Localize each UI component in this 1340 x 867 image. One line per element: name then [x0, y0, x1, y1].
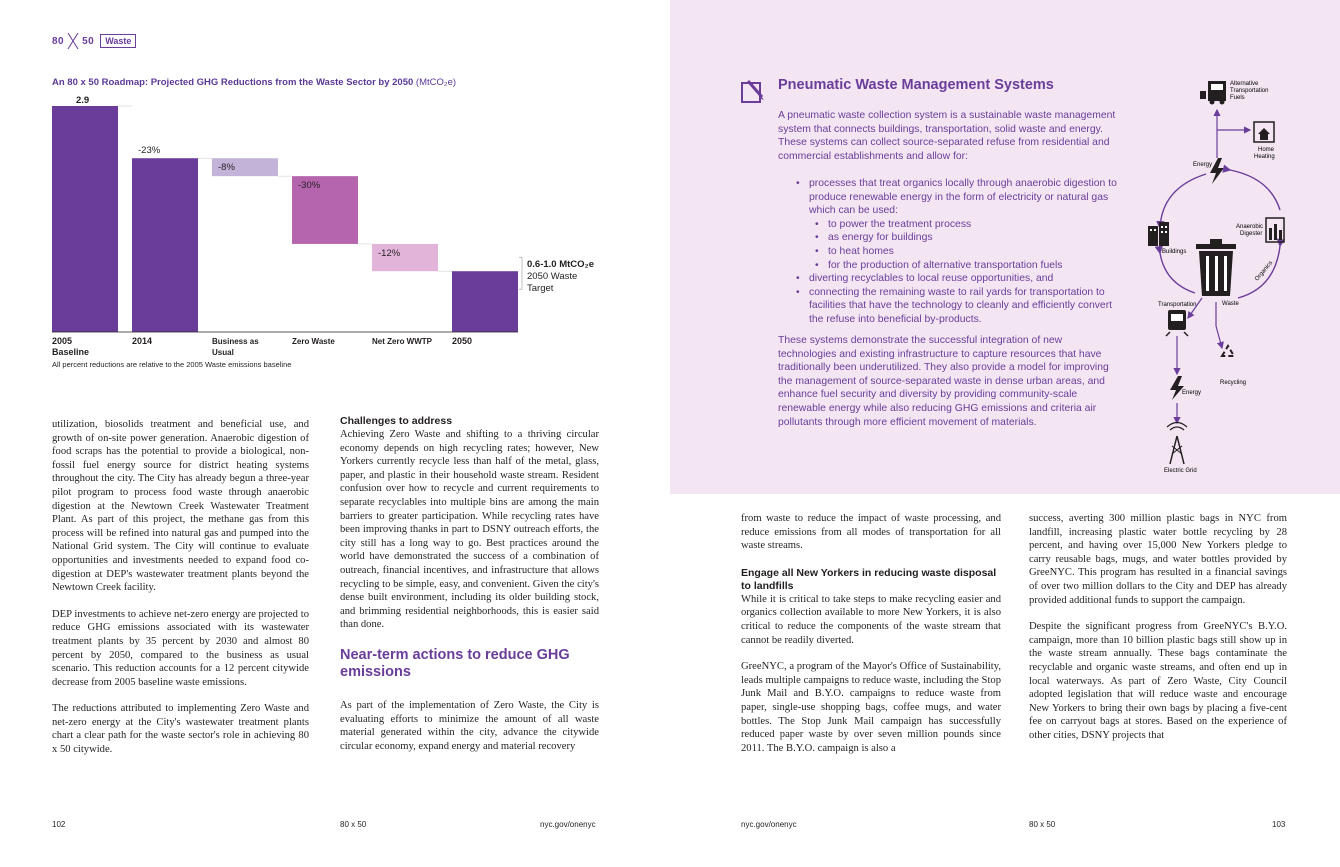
category-label: Net Zero WWTP [372, 337, 432, 346]
home-icon [1254, 122, 1274, 142]
diagram-label: Recycling [1220, 380, 1247, 386]
bar-data-label: 2.9 [76, 95, 90, 106]
chart-bar [52, 106, 118, 332]
diagram-label: Transportation [1158, 302, 1197, 308]
page-number-right: 103 [1272, 820, 1286, 829]
category-label: 2005 [52, 336, 73, 346]
truck-icon [1200, 81, 1226, 105]
paragraph: GreeNYC, a program of the Mayor's Office of Sustainability, leads multiple campaigns to reduce waste, including the Stop Junk Mail and B.Y.O. campaigns to reduce waste from paper, single-use shopping bags, coffee mugs, and water bottles. The Stop Junk Mail campaign has successfully reduced paper waste by over seven million pounds since 2011. The B.Y.O. campaign is also a [741, 661, 1001, 754]
diagram-label: Organics [1254, 260, 1275, 283]
paragraph: from waste to reduce the impact of waste processing, and reduce emissions from all modes of transportation for all waste streams. [741, 513, 1001, 552]
chart-note: All percent reductions are relative to the 2005 Waste emissions baseline [52, 360, 292, 369]
bullet-item: • connecting the remaining waste to rail yards for transportation to facilities that have the technology to cleanly and efficiently convert the refuse into beneficial by-products. [778, 286, 1120, 327]
target-bracket [519, 257, 522, 289]
sub-bullet-item: • to heat homes [778, 245, 1120, 259]
paragraph: Achieving Zero Waste and shifting to a thriving circular economy depends on high recycling rates; however, New Yorkers currently recycle less than half of the metal, glass, paper, and plastic in their household waste stream. Resident confusion over how to recycle and current requirements to separate recyclables into multiple bins are among the main barriers to greater participation. While recycling rates have been improving thanks in part to DSNY outreach efforts, the city still has a long way to go. Best practices around the world have demonstrated the success of a combination of outreach, financial incentives, and infrastructure that allows recycling to be simple, easy, and convenient. Given the city's dense built environment, including its older building stock, and brimming residential neighborhoods, this is easier said than done. [340, 429, 599, 631]
sub-bullet-item: • as energy for buildings [778, 231, 1120, 245]
section-heading: Engage all New Yorkers in reducing waste disposal to landfills [741, 566, 997, 592]
category-label: Business as [212, 337, 259, 346]
footer-title-right: 80 x 50 [1029, 820, 1056, 829]
paragraph: Despite the significant progress from GreeNYC's B.Y.O. campaign, more than 10 billion plastic bags still show up in the waste stream annually. These bags contaminate the recyclable and organic waste streams, and often end up in local waterways. As part of Zero Waste, City Council adopted legislation that will reduce waste and encourage New Yorkers to bring their own bags by placing a five-cent fee on carryout bags at stores. Based on the experience of other cities, DSNY projects that [1029, 621, 1287, 741]
panel-intro: A pneumatic waste collection system is a sustainable waste management system that connects buildings, transportation, solid waste and energy. These systems can collect source-separated refuse from residential and commercial establishments and allow for: [778, 110, 1116, 162]
diagram-label: Waste [1222, 301, 1239, 307]
buildings-icon [1148, 222, 1169, 246]
panel-title: Pneumatic Waste Management Systems [778, 77, 1054, 93]
diagram-label: Energy [1193, 162, 1213, 168]
recycling-icon [1222, 346, 1234, 356]
svg-text:Alternative [1230, 81, 1259, 87]
bar-data-label: -8% [218, 162, 235, 174]
section-heading: Challenges to address [340, 415, 453, 427]
bullet-item: • processes that treat organics locally through anaerobic digestion to produce renewable energy in the form of electricity or natural gas which can be used: [778, 177, 1120, 218]
footer-title-left: 80 x 50 [340, 820, 367, 829]
svg-text:Transportation [1230, 88, 1268, 94]
diagram-label: Alternative [1230, 81, 1259, 87]
sub-bullet-item: • for the production of alternative transportation fuels [778, 259, 1120, 273]
diagram-label: Anaerobic [1236, 224, 1264, 230]
diagram-label: Fuels [1230, 95, 1245, 101]
paragraph: The reductions attributed to implementing Zero Waste and net-zero energy at the City's wastewater treatment plants chart a clear path for the waste sector's role in achieving 80 x 50 citywide. [52, 703, 309, 756]
body-column-3 [741, 512, 1001, 768]
diagram-label: Digester [1240, 231, 1263, 237]
svg-text:Home [1258, 147, 1275, 153]
bar-data-label: -12% [378, 247, 401, 259]
train-icon [1166, 310, 1188, 336]
target-label: Target [527, 283, 554, 295]
bullet-item: • diverting recyclables to local reuse opportunities, and [778, 272, 1120, 286]
diagram-label: Home [1258, 147, 1275, 153]
bar-data-label: -30% [298, 180, 321, 192]
bar-data-label: -23% [138, 145, 161, 157]
panel-bullets [778, 177, 1120, 327]
pencil-note-icon [740, 78, 766, 104]
transmission-tower-icon [1167, 423, 1187, 465]
pneumatic-system-diagram [1140, 78, 1300, 478]
chart-bar [452, 271, 518, 332]
x-mark-icon [66, 33, 80, 49]
panel-closing: These systems demonstrate the successful integration of new technologies and existing infrastructure to capture resources that have traditionally been underutilized. They also provide a model for improving the management of source-separated waste in dense urban areas, and enhance fuel security and diversity by providing community-scale renewable energy while also reducing GHG emissions and criteria air pollutants through more efficient movement of materials. [778, 335, 1109, 428]
target-label: 2050 Waste [527, 271, 578, 283]
diagram-label: Heating [1254, 154, 1275, 160]
footer-url-left: nyc.gov/onenyc [540, 820, 596, 829]
footer-url-right: nyc.gov/onenyc [741, 820, 797, 829]
svg-text:Heating [1254, 154, 1275, 160]
paragraph: DEP investments to achieve net-zero energy are projected to reduce GHG emissions associated with its wastewater treatment plants by 35 percent by 2030 and almost 80 percent by 2050, compared to the business as usual scenario. This reduction accounts for a 12 percent citywide decrease from 2005 baseline waste emissions. [52, 608, 309, 688]
svg-text:Fuels [1230, 95, 1245, 101]
target-label: 0.6-1.0 MtCO₂e [527, 259, 595, 271]
diagram-label: Electric Grid [1164, 468, 1197, 474]
trash-can-icon [1196, 239, 1236, 296]
logo-80x50: 80 50 [52, 33, 94, 49]
paragraph: success, averting 300 million plastic bags in NYC from landfill, increasing plastic water bottle recycling by 28 percent, and having over 15,000 New Yorkers pledge to carry reusable bags, mugs, and water bottles provided by GreeNYC. This program has resulted in a financial savings of over two million dollars to the City and DEP has already provided additional funds to support the campaign. [1029, 513, 1287, 606]
category-label: 2050 [452, 336, 473, 346]
paragraph: utilization, biosolids treatment and beneficial use, and growth of on-site power generation. Anaerobic digestion of food scraps has the potential to provide a biological, non-fossil fuel energy source for district heating systems throughout the city. The City has already begun a three-year pilot program to process food waste through anaerobic digestion at the Newtown Creek Wastewater Treatment Plant. As part of this project, the methane gas from this process will be refined into natural gas and pumped into the National Grid system. The City will continue to evaluate opportunities and investments needed to expand food co-digestion at DEP's wastewater treatment plants beyond the Newtown Creek facility. [52, 419, 309, 594]
svg-text:Anaerobic [1236, 224, 1263, 230]
sub-bullet-item: • to power the treatment process [778, 218, 1120, 232]
category-label: Zero Waste [292, 337, 335, 346]
body-column-4 [1029, 512, 1287, 756]
digester-icon [1266, 218, 1284, 242]
waterfall-chart [52, 92, 652, 382]
category-label: 2014 [132, 336, 153, 346]
section-tag: Waste [100, 34, 136, 48]
lightning-icon [1210, 158, 1224, 184]
lightning-icon [1170, 376, 1184, 400]
chart-title: An 80 x 50 Roadmap: Projected GHG Reductions from the Waste Sector by 2050 (MtCO₂e) [52, 77, 457, 88]
category-label: Usual [212, 348, 234, 357]
diagram-label: Energy [1182, 390, 1202, 396]
page-header [52, 33, 136, 49]
svg-text:Digester [1240, 231, 1262, 237]
diagram-label: Buildings [1162, 249, 1187, 255]
section-heading-large: Near-term actions to reduce GHG emissions [340, 646, 570, 680]
body-column-2 [340, 415, 599, 766]
chart-bar [132, 158, 198, 332]
diagram-label: Transportation [1230, 88, 1269, 94]
page-number-left: 102 [52, 820, 66, 829]
body-column-1 [52, 418, 309, 770]
category-label: Baseline [52, 347, 90, 357]
paragraph: While it is critical to take steps to make recycling easier and organics collection available to more New Yorkers, it is also critical to reduce the components of the waste stream that cannot be readily diverted. [741, 593, 1001, 646]
paragraph: As part of the implementation of Zero Waste, the City is evaluating efforts to minimize the amount of all waste material generated within the city, advance the citywide circular economy, expand energy and material recovery [340, 699, 599, 752]
